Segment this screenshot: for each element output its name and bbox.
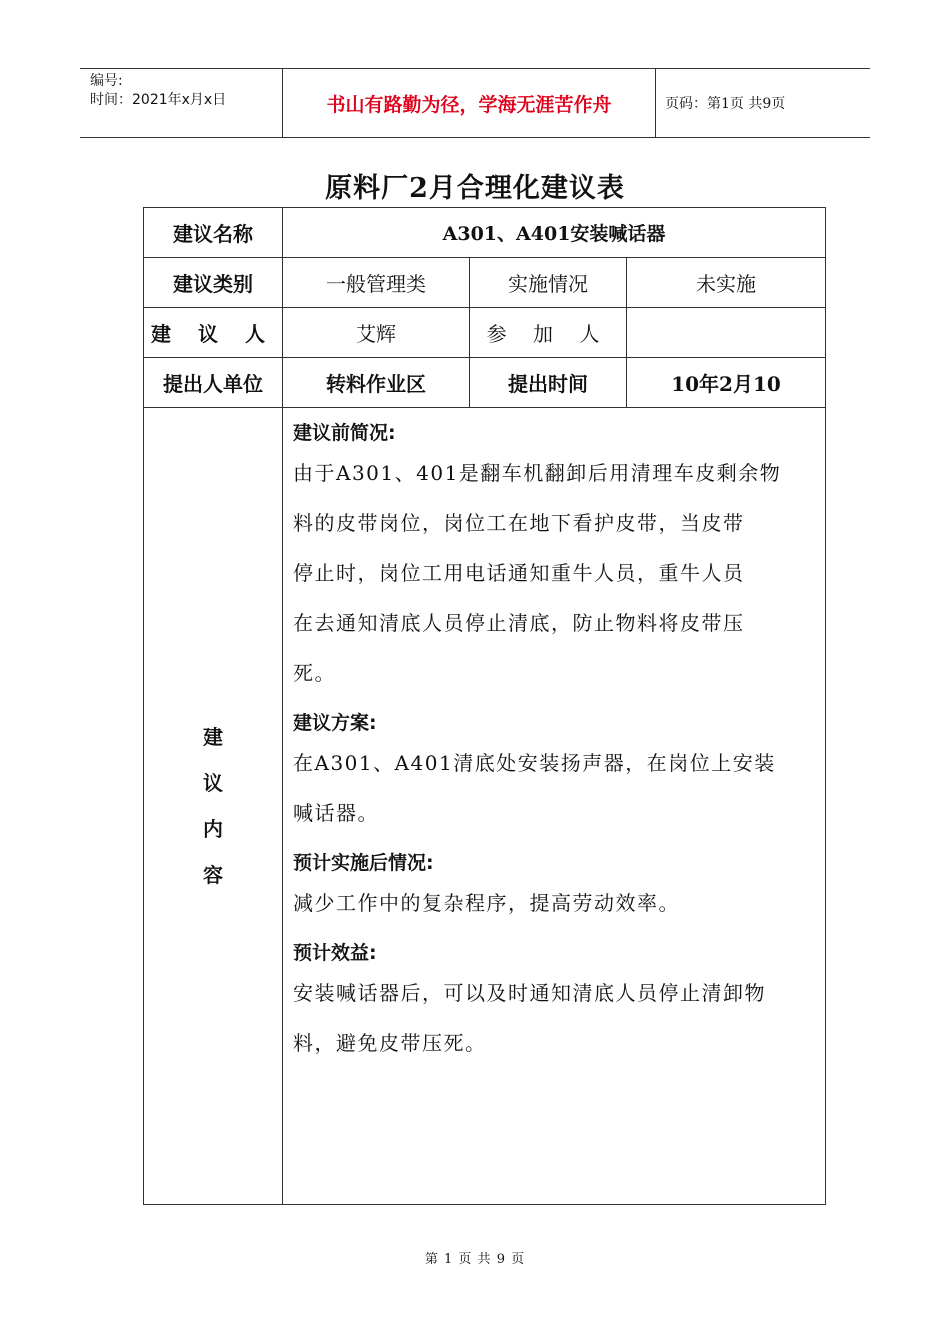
status-label: 实施情况 xyxy=(470,258,627,308)
before-line: 料的皮带岗位，岗位工在地下看护皮带，当皮带 xyxy=(293,511,745,535)
plan-line: 在A301、A401清底处安装扬声器，在岗位上安装 xyxy=(293,751,776,775)
time-label-cell: 提出时间 xyxy=(470,358,627,408)
time-label: 时间：2021年x月x日 xyxy=(90,92,227,108)
before-line: 死。 xyxy=(293,661,336,685)
row-unit xyxy=(144,358,826,408)
plan-heading: 建议方案: xyxy=(293,712,377,734)
proposer-label: 建 议 人 xyxy=(144,308,283,358)
number-label: 编号: xyxy=(90,73,123,89)
row-proposer xyxy=(144,308,826,358)
benefit-line: 料，避免皮带压死。 xyxy=(293,1031,487,1055)
row-content xyxy=(144,408,826,1205)
side-char: 议 xyxy=(203,771,223,795)
category-value: 一般管理类 xyxy=(283,258,470,308)
row-name xyxy=(144,208,826,258)
before-line: 由于A301、401是翻车机翻卸后用清理车皮剩余物 xyxy=(293,461,782,485)
page-title: 原料厂2月合理化建议表 xyxy=(325,173,625,204)
header-slogan: 书山有路勤为径，学海无涯苦作舟 xyxy=(282,69,656,137)
participant-label: 参 加 人 xyxy=(470,308,627,358)
benefit-line: 安装喊话器后，可以及时通知清底人员停止清卸物 xyxy=(293,981,766,1005)
row-category xyxy=(144,258,826,308)
document-header xyxy=(80,68,870,138)
header-meta xyxy=(80,69,282,137)
unit-label: 提出人单位 xyxy=(144,358,283,408)
after-heading: 预计实施后情况: xyxy=(293,852,434,874)
suggestion-content xyxy=(283,408,826,1205)
benefit-heading: 预计效益: xyxy=(293,942,377,964)
name-label: 建议名称 xyxy=(144,208,283,258)
status-value: 未实施 xyxy=(627,258,826,308)
after-line: 减少工作中的复杂程序，提高劳动效率。 xyxy=(293,891,680,915)
name-value: A301、A401安装喊话器 xyxy=(283,208,826,258)
side-char: 容 xyxy=(203,863,223,887)
page-footer: 第 1 页 共 9 页 xyxy=(424,1252,526,1267)
side-char: 建 xyxy=(203,725,223,749)
category-label: 建议类别 xyxy=(144,258,283,308)
time-value: 10年2月10 xyxy=(627,358,826,408)
before-heading: 建议前简况: xyxy=(293,422,396,444)
unit-value: 转料作业区 xyxy=(283,358,470,408)
before-line: 停止时，岗位工用电话通知重牛人员，重牛人员 xyxy=(293,561,745,585)
suggestion-form-table xyxy=(143,207,826,1205)
before-line: 在去通知清底人员停止清底，防止物料将皮带压 xyxy=(293,611,745,635)
proposer-value: 艾辉 xyxy=(283,308,470,358)
content-side-label xyxy=(144,408,283,1205)
plan-line: 喊话器。 xyxy=(293,801,379,825)
participant-value xyxy=(627,308,826,358)
side-char: 内 xyxy=(203,817,223,841)
header-page-info: 页码：第1页 共9页 xyxy=(665,96,786,112)
